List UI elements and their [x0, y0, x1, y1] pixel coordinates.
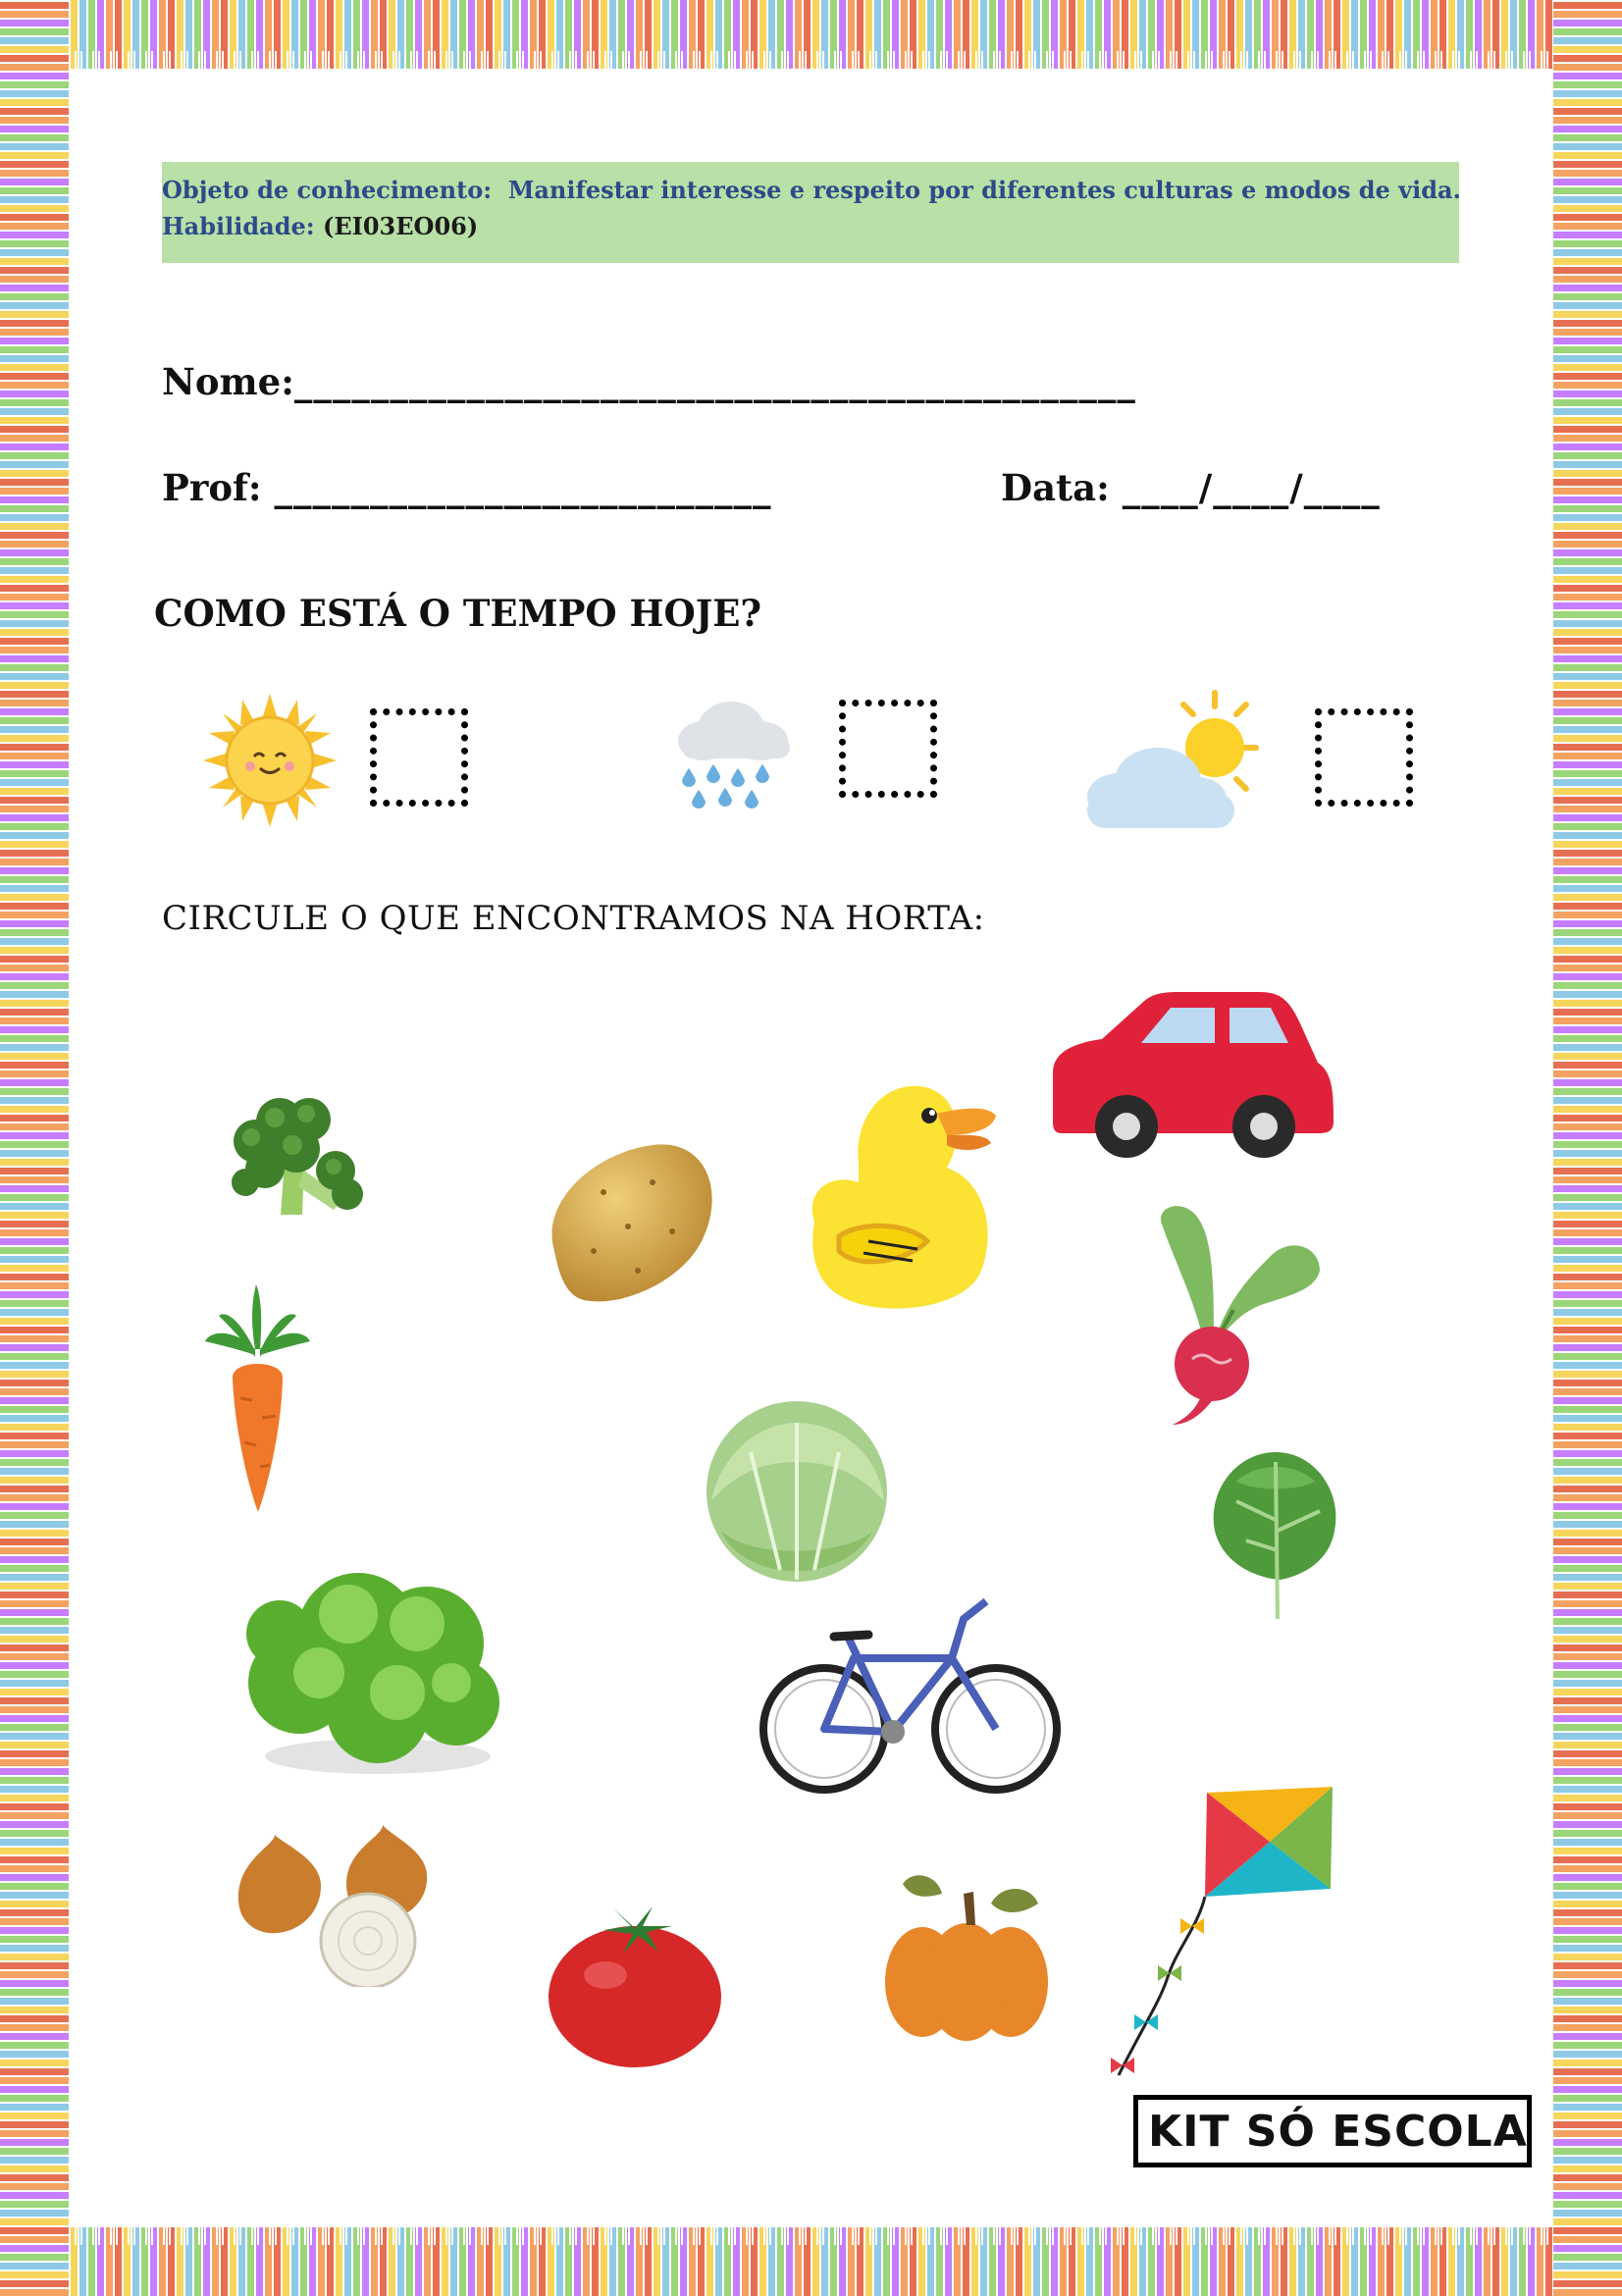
bicycle-image[interactable]	[756, 1590, 1065, 1796]
objective-text: Manifestar interesse e respeito por diferentes culturas e modos de vida.	[507, 176, 1461, 204]
collard-greens-image[interactable]	[1207, 1442, 1344, 1624]
teacher-field[interactable]	[162, 466, 771, 509]
date-field[interactable]	[1001, 466, 1381, 509]
name-blank[interactable]: ____________________________________________	[293, 360, 1136, 403]
pencil-border-left	[0, 0, 69, 2296]
sun-checkbox[interactable]	[370, 708, 468, 807]
skill-label: Habilidade:	[162, 212, 315, 240]
pencil-border-top	[0, 0, 1622, 69]
weather-heading: COMO ESTÁ O TEMPO HOJE?	[154, 592, 762, 635]
potato-image[interactable]	[535, 1133, 721, 1310]
logo-text: KIT SÓ ESCOLA	[1148, 2106, 1528, 2157]
objective-label: Objeto de conhecimento:	[162, 176, 493, 204]
radish-image[interactable]	[1143, 1197, 1325, 1428]
garden-instruction: CIRCULE O QUE ENCONTRAMOS NA HORTA:	[162, 899, 985, 938]
pumpkin-image[interactable]	[883, 1864, 1050, 2046]
sun-icon	[201, 692, 339, 829]
broccoli-image[interactable]	[226, 1092, 368, 1225]
name-field[interactable]	[162, 360, 1136, 403]
teacher-label: Prof:	[162, 466, 262, 509]
pencil-border-right	[1553, 0, 1622, 2296]
tomato-image[interactable]	[545, 1899, 726, 2070]
car-image[interactable]	[1043, 984, 1335, 1161]
teacher-blank[interactable]: __________________________	[274, 466, 772, 509]
pencil-border-bottom	[0, 2227, 1622, 2296]
objective-line	[162, 172, 1459, 208]
duck-image[interactable]	[800, 1074, 1001, 1315]
carrot-image[interactable]	[201, 1280, 314, 1516]
date-label: Data:	[1001, 466, 1110, 509]
rain-checkbox[interactable]	[839, 700, 937, 798]
skill-line	[162, 208, 1459, 244]
partly-cloudy-icon	[1079, 687, 1276, 834]
brand-logo	[1133, 2095, 1532, 2167]
kite-image[interactable]	[1099, 1781, 1339, 2085]
name-label: Nome:	[162, 360, 294, 403]
objective-header	[162, 162, 1459, 263]
rain-cloud-icon	[662, 682, 800, 819]
date-blank[interactable]: ____/____/____	[1122, 466, 1381, 509]
partly-cloudy-checkbox[interactable]	[1315, 708, 1413, 807]
lettuce-image[interactable]	[240, 1545, 510, 1781]
cabbage-image[interactable]	[692, 1393, 903, 1599]
skill-code: (EI03EO06)	[322, 212, 479, 240]
onion-image[interactable]	[231, 1815, 442, 1987]
